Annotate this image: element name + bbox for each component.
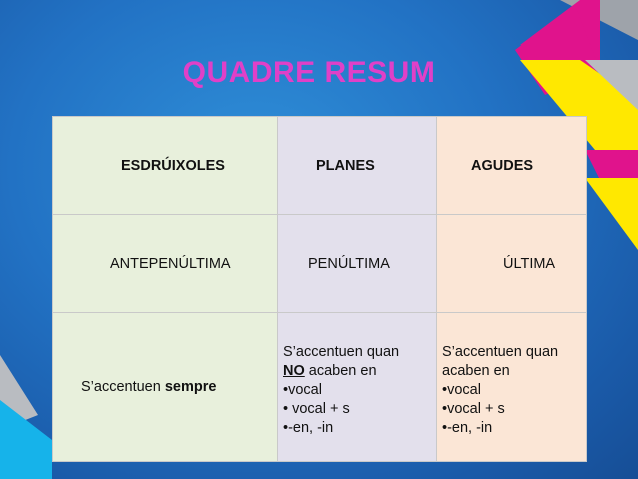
page-title: QUADRE RESUM <box>182 56 436 89</box>
header-esdruixoles: ESDRÚIXOLES <box>53 117 278 215</box>
rule-agudes-line2: acaben en <box>442 362 510 379</box>
position-planes: PENÚLTIMA <box>278 215 437 313</box>
header-agudes: AGUDES <box>437 117 587 215</box>
rule-planes-no: NO <box>283 362 305 379</box>
rule-esdruixoles-text: S’accentuen <box>81 379 165 395</box>
header-row <box>53 117 587 215</box>
rule-planes-bullet: • vocal + s <box>283 400 350 417</box>
rule-planes-line2-rest: acaben en <box>304 362 377 379</box>
deco-yellow-lower <box>585 178 638 250</box>
header-planes: PLANES <box>278 117 437 215</box>
rule-row <box>53 313 587 462</box>
rule-agudes-line1: S’accentuen quan <box>442 343 559 360</box>
rule-agudes <box>437 313 587 462</box>
position-esdruixoles: ANTEPENÚLTIMA <box>53 215 278 313</box>
rule-planes-line2 <box>283 362 436 381</box>
rule-esdruixoles-strong: sempre <box>164 379 217 395</box>
rule-planes-line1: S’accentuen quan <box>283 343 400 360</box>
rule-planes-bullet: •-en, -in <box>283 419 334 436</box>
rule-agudes-bullet: •vocal + s <box>442 400 505 417</box>
summary-table <box>52 116 587 462</box>
position-agudes: ÚLTIMA <box>437 215 587 313</box>
rule-agudes-bullet: •-en, -in <box>442 419 493 436</box>
rule-planes-bullet: •vocal <box>283 381 322 398</box>
rule-agudes-bullet: •vocal <box>442 381 481 398</box>
position-row <box>53 215 587 313</box>
rule-planes <box>278 313 437 462</box>
rule-esdruixoles <box>53 313 278 462</box>
